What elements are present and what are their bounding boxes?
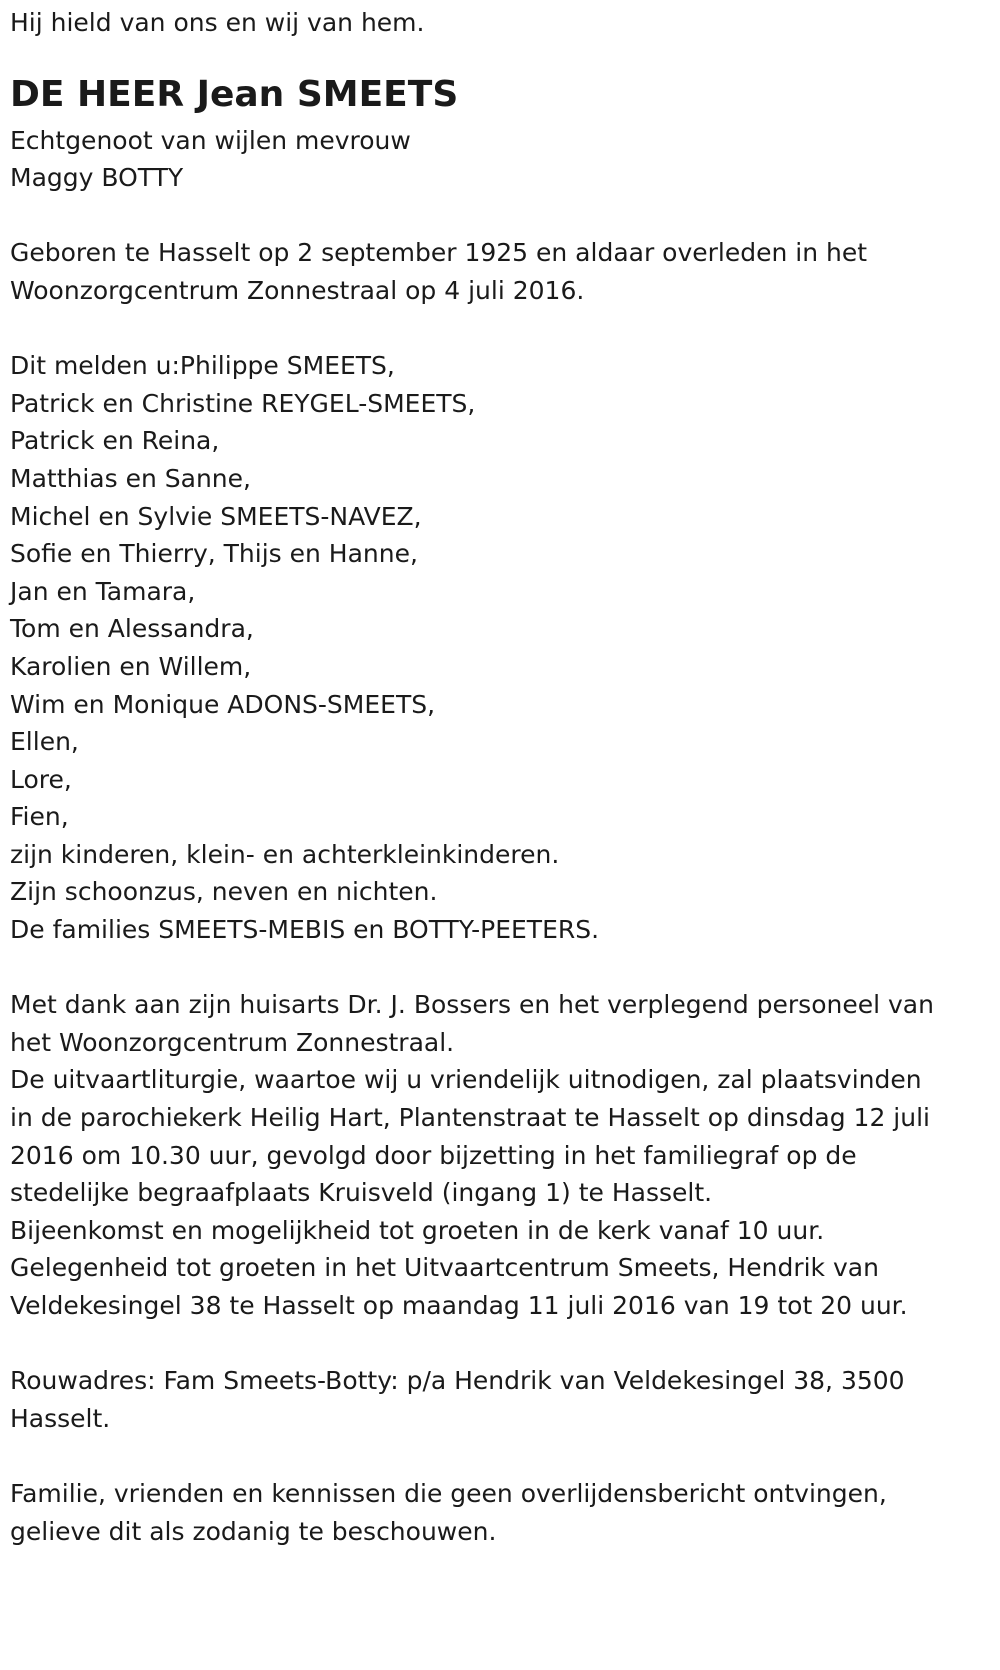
family-line: zijn kinderen, klein- en achterkleinkinderen.: [10, 839, 560, 869]
family-line: Wim en Monique ADONS-SMEETS,: [10, 689, 436, 719]
ceremony-line: stedelijke begraafplaats Kruisveld (ingang 1) te Hasselt.: [10, 1178, 713, 1208]
family-line: Patrick en Reina,: [10, 426, 220, 456]
paragraph-gap: [10, 949, 1000, 987]
ceremony-line: 2016 om 10.30 uur, gevolgd door bijzetting in het familiegraf op de: [10, 1140, 857, 1170]
family-line: Michel en Sylvie SMEETS-NAVEZ,: [10, 501, 422, 531]
closing-section: [10, 1475, 1000, 1550]
ceremony-line: Bijeenkomst en mogelijkheid tot groeten in de kerk vanaf 10 uur.: [10, 1215, 825, 1245]
family-line: Jan en Tamara,: [10, 576, 196, 606]
paragraph-gap: [10, 1437, 1000, 1475]
birth-death-section: [10, 234, 1000, 309]
spouse-line: Maggy BOTTY: [10, 163, 184, 193]
closing-line: Familie, vrienden en kennissen die geen overlijdensbericht ontvingen,: [10, 1478, 887, 1508]
family-line: Sofie en Thierry, Thijs en Hanne,: [10, 539, 418, 569]
family-line: Dit melden u:Philippe SMEETS,: [10, 351, 395, 381]
ceremony-line: De uitvaartliturgie, waartoe wij u vriendelijk uitnodigen, zal plaatsvinden: [10, 1065, 922, 1095]
ceremony-line: het Woonzorgcentrum Zonnestraal.: [10, 1027, 455, 1057]
family-line: Matthias en Sanne,: [10, 463, 251, 493]
paragraph-gap: [10, 1325, 1000, 1363]
spouse-section: [10, 122, 1000, 197]
paragraph-gap: [10, 197, 1000, 235]
family-line: Fien,: [10, 802, 69, 832]
paragraph-gap: [10, 310, 1000, 348]
ceremony-line: Gelegenheid tot groeten in het Uitvaartcentrum Smeets, Hendrik van: [10, 1253, 879, 1283]
ceremony-line: Veldekesingel 38 te Hasselt op maandag 11 juli 2016 van 19 tot 20 uur.: [10, 1291, 908, 1320]
family-section: [10, 347, 1000, 949]
closing-line: gelieve dit als zodanig te beschouwen.: [10, 1516, 497, 1546]
address-section: [10, 1362, 1000, 1437]
family-line: De families SMEETS-MEBIS en BOTTY-PEETERS.: [10, 915, 600, 945]
family-line: Ellen,: [10, 727, 79, 757]
family-line: Tom en Alessandra,: [10, 614, 254, 644]
family-line: Lore,: [10, 764, 72, 794]
spouse-line: Echtgenoot van wijlen mevrouw: [10, 125, 411, 155]
address-line: Rouwadres: Fam Smeets-Botty: p/a Hendrik van Veldekesingel 38, 3500: [10, 1366, 905, 1396]
birth-line: Geboren te Hasselt op 2 september 1925 en aldaar overleden in het: [10, 238, 868, 268]
ceremony-line: Met dank aan zijn huisarts Dr. J. Bossers en het verplegend personeel van: [10, 990, 934, 1020]
intro-text: Hij hield van ons en wij van hem.: [10, 8, 425, 37]
family-line: Patrick en Christine REYGEL-SMEETS,: [10, 388, 476, 418]
deceased-name-heading: DE HEER Jean SMEETS: [10, 73, 459, 115]
birth-line: Woonzorgcentrum Zonnestraal op 4 juli 2016.: [10, 275, 585, 305]
address-line: Hasselt.: [10, 1403, 111, 1433]
family-line: Zijn schoonzus, neven en nichten.: [10, 877, 438, 907]
ceremony-line: in de parochiekerk Heilig Hart, Plantenstraat te Hasselt op dinsdag 12 juli: [10, 1103, 930, 1133]
ceremony-section: [10, 986, 1000, 1324]
family-line: Karolien en Willem,: [10, 651, 252, 681]
